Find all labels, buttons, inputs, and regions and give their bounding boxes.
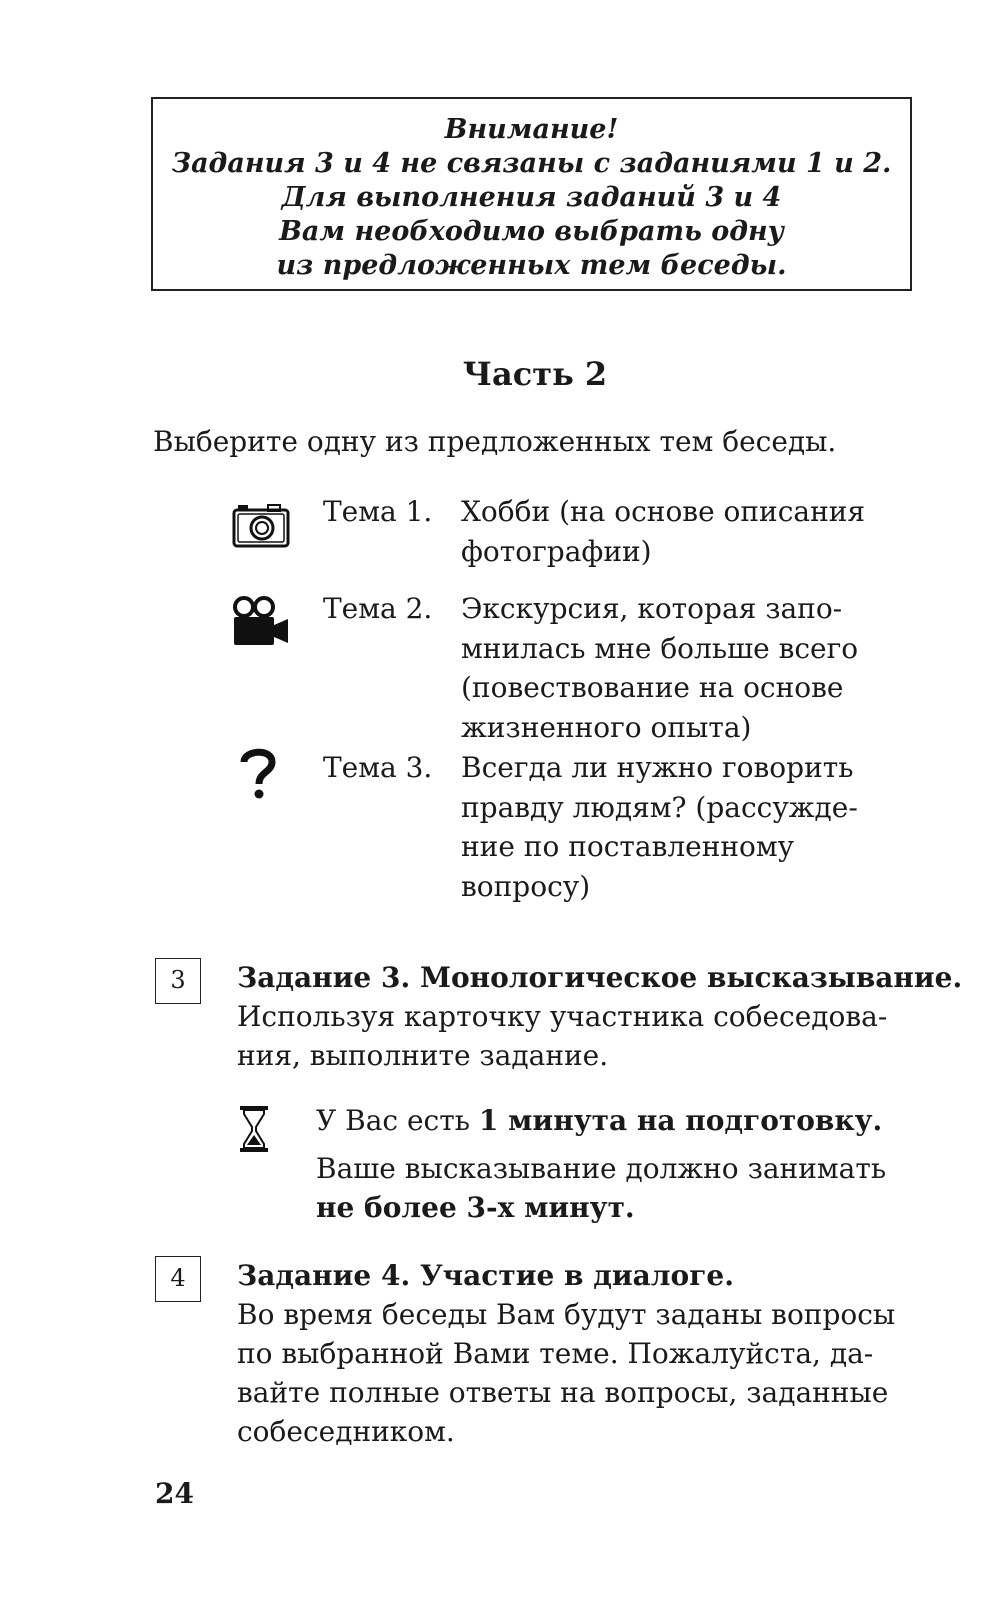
topic-label: Тема 3.	[323, 751, 433, 784]
topic-text	[461, 589, 921, 747]
notice-line: Для выполнения заданий 3 и 4	[281, 182, 782, 213]
topic-line: Экскурсия, которая запо-	[461, 592, 843, 625]
answer-time-value: не более 3-х минут.	[316, 1191, 635, 1224]
topic-line: фотографии)	[461, 534, 652, 568]
answer-time-line: Ваше высказывание должно занимать	[316, 1152, 887, 1185]
page-number: 24	[155, 1477, 194, 1510]
topic-line: вопросу)	[461, 869, 591, 903]
task-number-4: 4	[155, 1256, 201, 1302]
prep-time-prefix: У Вас есть	[316, 1104, 479, 1137]
part-instruction: Выберите одну из предложенных тем беседы.	[153, 425, 837, 458]
prep-time-value: 1 минута на подготовку.	[478, 1104, 883, 1137]
task-heading: Задание 4. Участие в диалоге.	[237, 1259, 734, 1292]
topic-label: Тема 1.	[323, 495, 433, 528]
prep-time-line	[316, 1101, 886, 1140]
task-4	[237, 1256, 895, 1451]
topic-line: (повествование на основе	[461, 671, 844, 704]
question-mark-icon	[238, 746, 278, 811]
video-camera-icon	[232, 595, 290, 658]
task-heading: Задание 3. Монологическое высказывание.	[237, 961, 963, 994]
notice-line: из предложенных тем беседы.	[276, 250, 787, 281]
part-title: Часть 2	[462, 355, 608, 393]
topic-line: Всегда ли нужно говорить	[461, 751, 854, 784]
task-line: Используя карточку участника собеседова-	[237, 1000, 888, 1033]
topic-text	[461, 492, 921, 571]
notice-line: Вам необходимо выбрать одну	[279, 216, 784, 247]
task-3	[237, 958, 962, 1075]
topic-line: мнилась мне больше всего	[461, 631, 859, 665]
notice-box	[151, 97, 912, 291]
task-number-3: 3	[155, 958, 201, 1004]
topic-line: ние по поставленному	[461, 830, 795, 863]
topic-line: правду людям? (рассужде-	[461, 790, 858, 824]
topic-line: жизненного опыта)	[461, 710, 752, 744]
topic-text	[461, 748, 921, 906]
task-line: вайте полные ответы на вопросы, заданные	[237, 1376, 889, 1409]
task-line: ния, выполните задание.	[237, 1039, 609, 1072]
hourglass-icon	[239, 1105, 269, 1157]
camera-icon	[232, 502, 290, 559]
topic-line: Хобби (на основе описания	[461, 495, 866, 528]
task-line: Во время беседы Вам будут заданы вопросы	[237, 1298, 896, 1331]
task-line: собеседником.	[237, 1415, 455, 1448]
notice-line: Задания 3 и 4 не связаны с заданиями 1 и 2.	[171, 148, 892, 179]
topic-label: Тема 2.	[323, 592, 433, 625]
task-line: по выбранной Вами теме. Пожалуйста, да-	[237, 1337, 874, 1370]
time-note	[316, 1101, 886, 1227]
notice-line: Внимание!	[444, 114, 619, 145]
